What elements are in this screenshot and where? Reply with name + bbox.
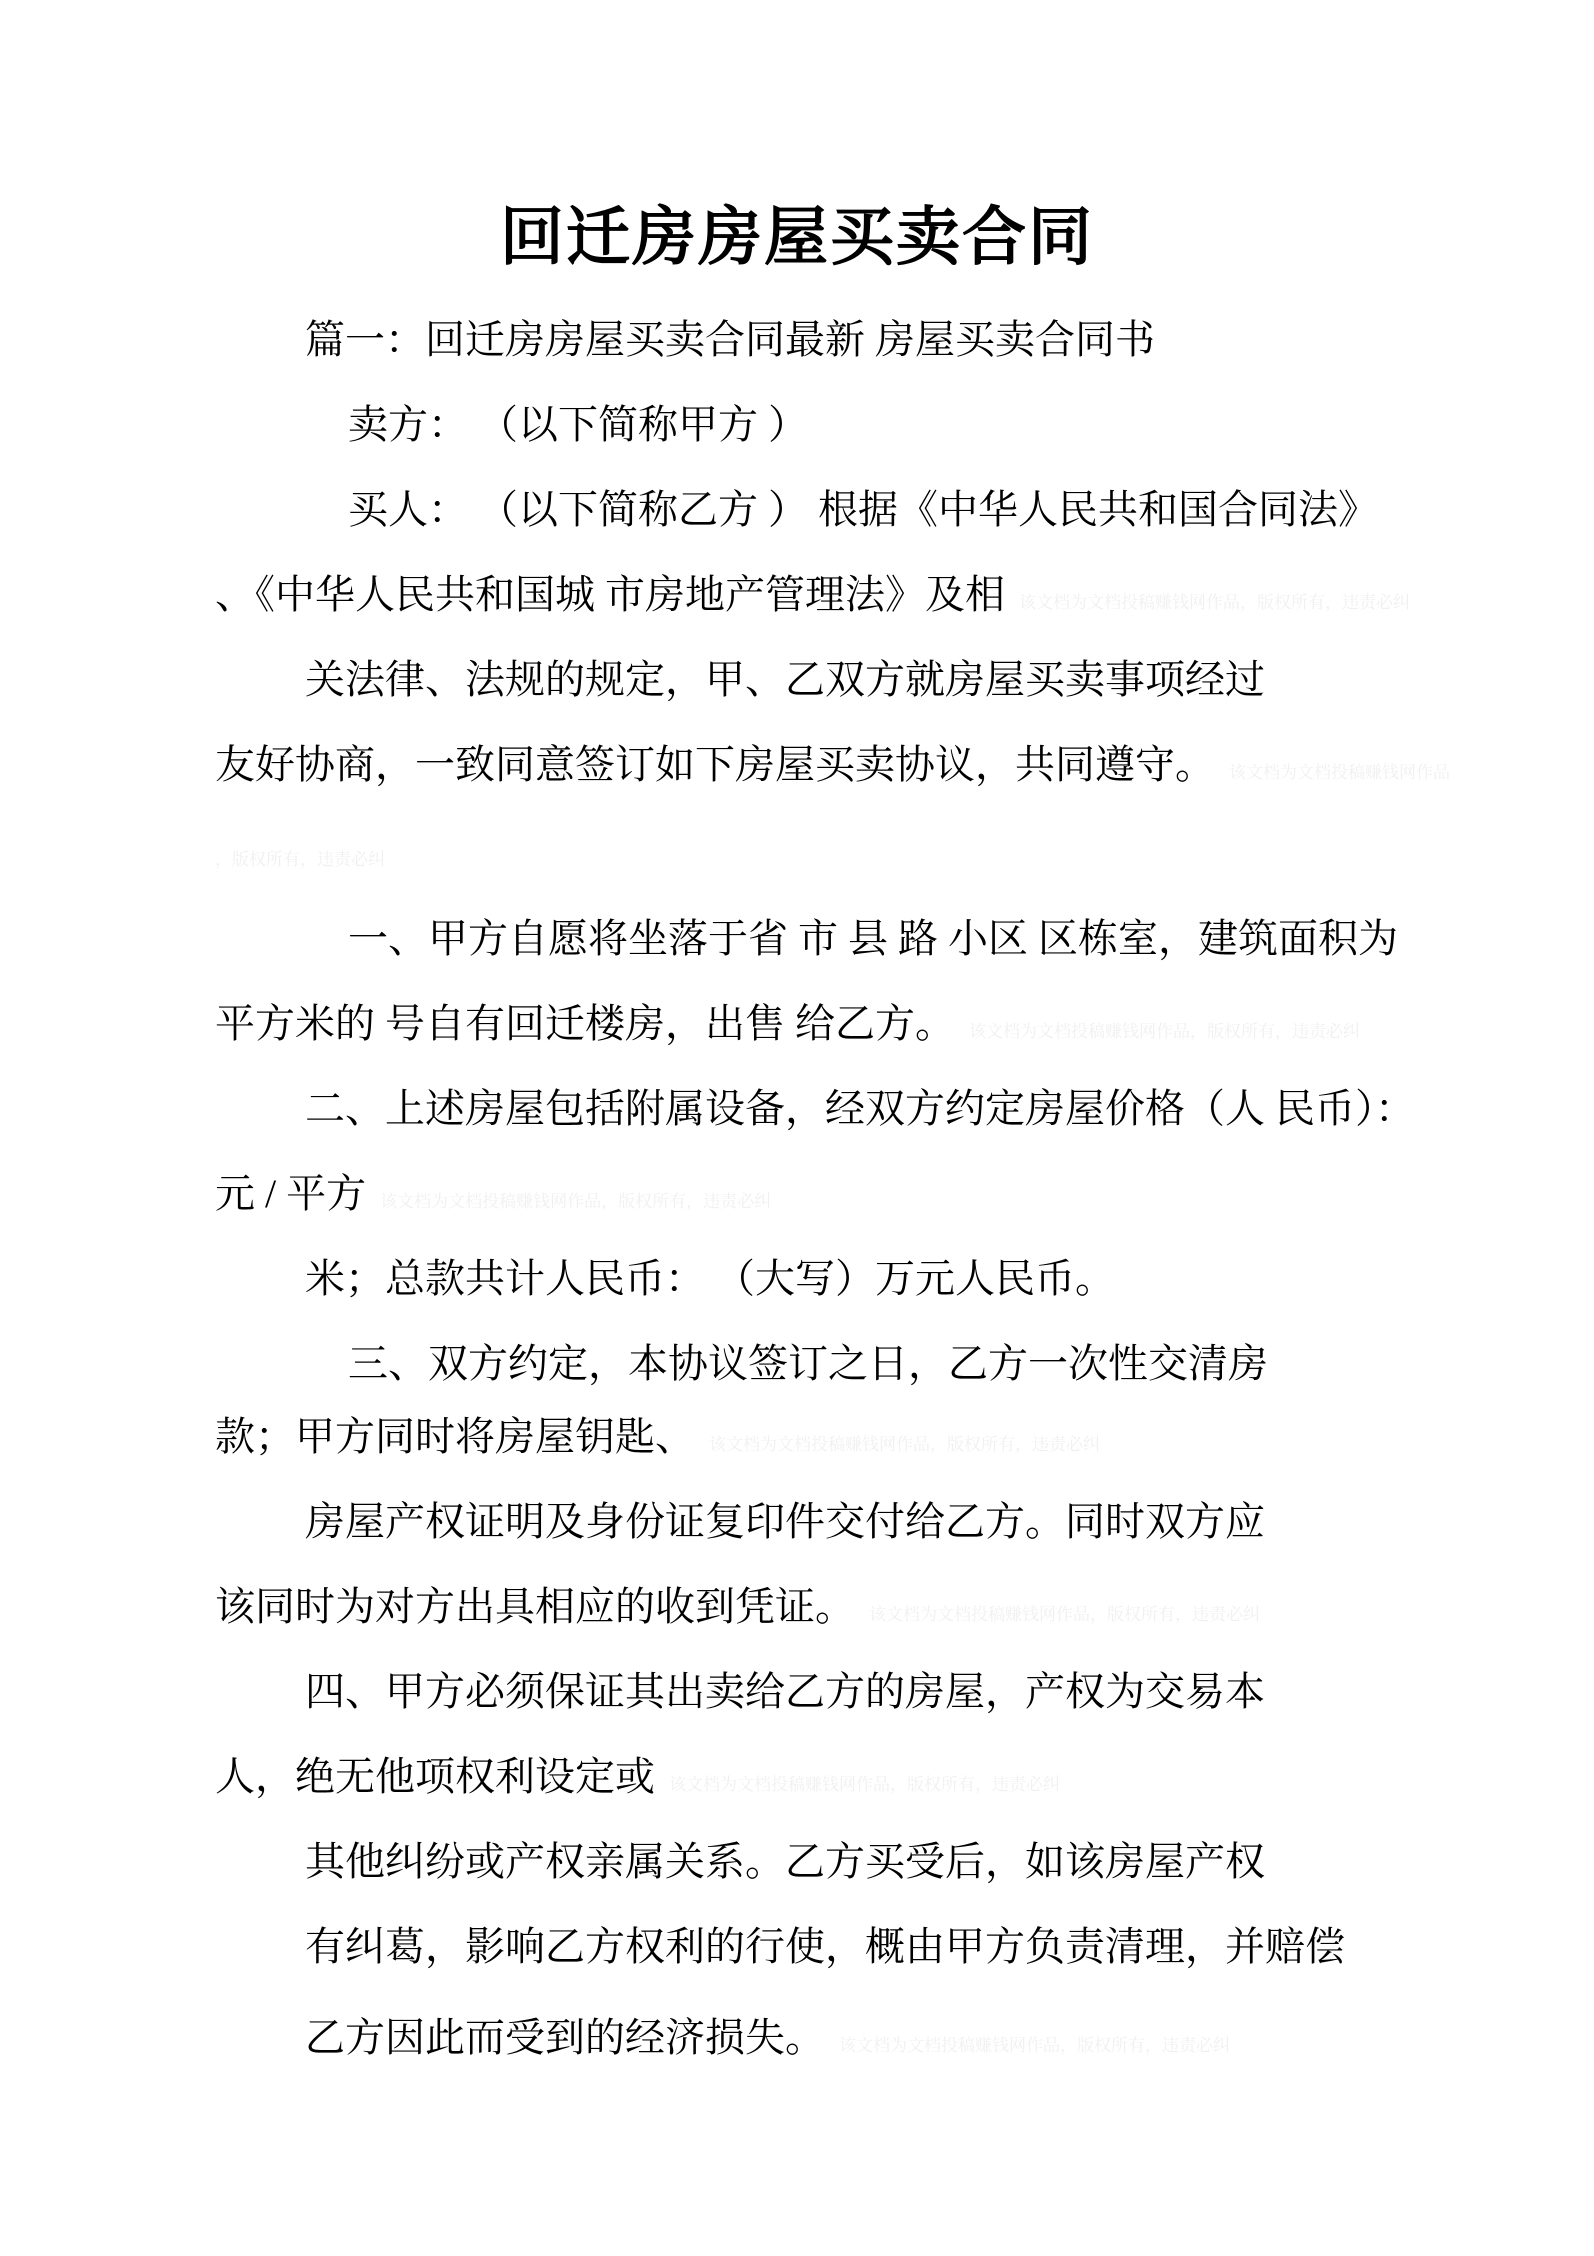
doc-line-11: [305, 1256, 1115, 1302]
watermark-text: 该文档为文档投稿赚钱网作品，版权所有，违责必纠: [839, 2036, 1230, 2055]
line-text: 卖方： （以下简称甲方 ）: [348, 402, 808, 447]
doc-line-13: [215, 1414, 1100, 1468]
line-text: 乙方因此而受到的经济损失。: [305, 2015, 825, 2060]
watermark-text: 该文档为文档投稿赚钱网作品，版权所有，违责必纠: [969, 1022, 1360, 1041]
line-text: 其他纠纷或产权亲属关系。乙方买受后，如该房屋产权: [305, 1839, 1265, 1884]
line-text: 一、甲方自愿将坐落于省 市 县 路 小区 区栋室，建筑面积为: [348, 916, 1398, 961]
line-text: 二、上述房屋包括附属设备，经双方约定房屋价格（人 民币）：: [305, 1086, 1415, 1131]
line-text: 平方米的 号自有回迁楼房，出售 给乙方。: [215, 1001, 955, 1046]
doc-line-12: [348, 1341, 1268, 1387]
doc-line-5: [305, 657, 1265, 703]
watermark-text: 该文档为文档投稿赚钱网作品，版权所有，违责必纠: [380, 1192, 772, 1211]
line-text: 关法律、法规的规定，甲、乙双方就房屋买卖事项经过: [305, 657, 1265, 702]
doc-line-18: [305, 1839, 1265, 1885]
doc-line-4: [215, 572, 1410, 626]
watermark-text: 该文档为文档投稿赚钱网作品，版权所有，违责必纠: [1019, 593, 1410, 612]
watermark-text: 该文档为文档投稿赚钱网作品: [1229, 763, 1450, 782]
line-text: 、《中华人民共和国城 市房地产管理法》及相: [215, 572, 1005, 617]
doc-line-20: [305, 2015, 1230, 2069]
doc-line-15: [215, 1584, 1260, 1638]
watermark-text: 该文档为文档投稿赚钱网作品，版权所有，违责必纠: [869, 1605, 1260, 1624]
line-text: 三、双方约定，本协议签订之日，乙方一次性交清房: [348, 1341, 1268, 1386]
doc-line-3: [348, 487, 1378, 533]
line-text: 该同时为对方出具相应的收到凭证。: [215, 1584, 855, 1629]
doc-line-16: [305, 1669, 1265, 1715]
doc-line-8: [215, 1001, 1360, 1055]
line-text: 有纠葛，影响乙方权利的行使，概由甲方负责清理，并赔偿: [305, 1924, 1345, 1969]
watermark-wrap-line: ，版权所有，违责必纠: [215, 850, 385, 869]
doc-line-19: [305, 1924, 1345, 1970]
line-text: 米；总款共计人民币： （大写）万元人民币。: [305, 1256, 1115, 1301]
line-text: 房屋产权证明及身份证复印件交付给乙方。同时双方应: [305, 1499, 1265, 1544]
line-text: 元 / 平方: [215, 1171, 367, 1216]
doc-line-2: [348, 402, 808, 448]
line-text: 人，绝无他项权利设定或: [215, 1754, 655, 1799]
watermark-text: 该文档为文档投稿赚钱网作品，版权所有，违责必纠: [709, 1435, 1100, 1454]
line-text: 款；甲方同时将房屋钥匙、: [215, 1414, 695, 1459]
doc-line-17: [215, 1754, 1060, 1808]
watermark-text: 该文档为文档投稿赚钱网作品，版权所有，违责必纠: [669, 1775, 1060, 1794]
doc-line-14: [305, 1499, 1265, 1545]
doc-line-9: [305, 1086, 1415, 1132]
line-text: 篇一：回迁房房屋买卖合同最新 房屋买卖合同书: [305, 317, 1155, 362]
doc-line-6: [215, 742, 1450, 796]
document-title: 回迁房房屋买卖合同: [500, 201, 1094, 273]
doc-line-10: [215, 1171, 771, 1225]
line-text: 买人： （以下简称乙方 ） 根据《中华人民共和国合同法》: [348, 487, 1378, 532]
doc-line-1: [305, 317, 1155, 363]
line-text: 友好协商，一致同意签订如下房屋买卖协议，共同遵守。: [215, 742, 1215, 787]
doc-line-7: [348, 916, 1398, 962]
line-text: 四、甲方必须保证其出卖给乙方的房屋，产权为交易本: [305, 1669, 1265, 1714]
